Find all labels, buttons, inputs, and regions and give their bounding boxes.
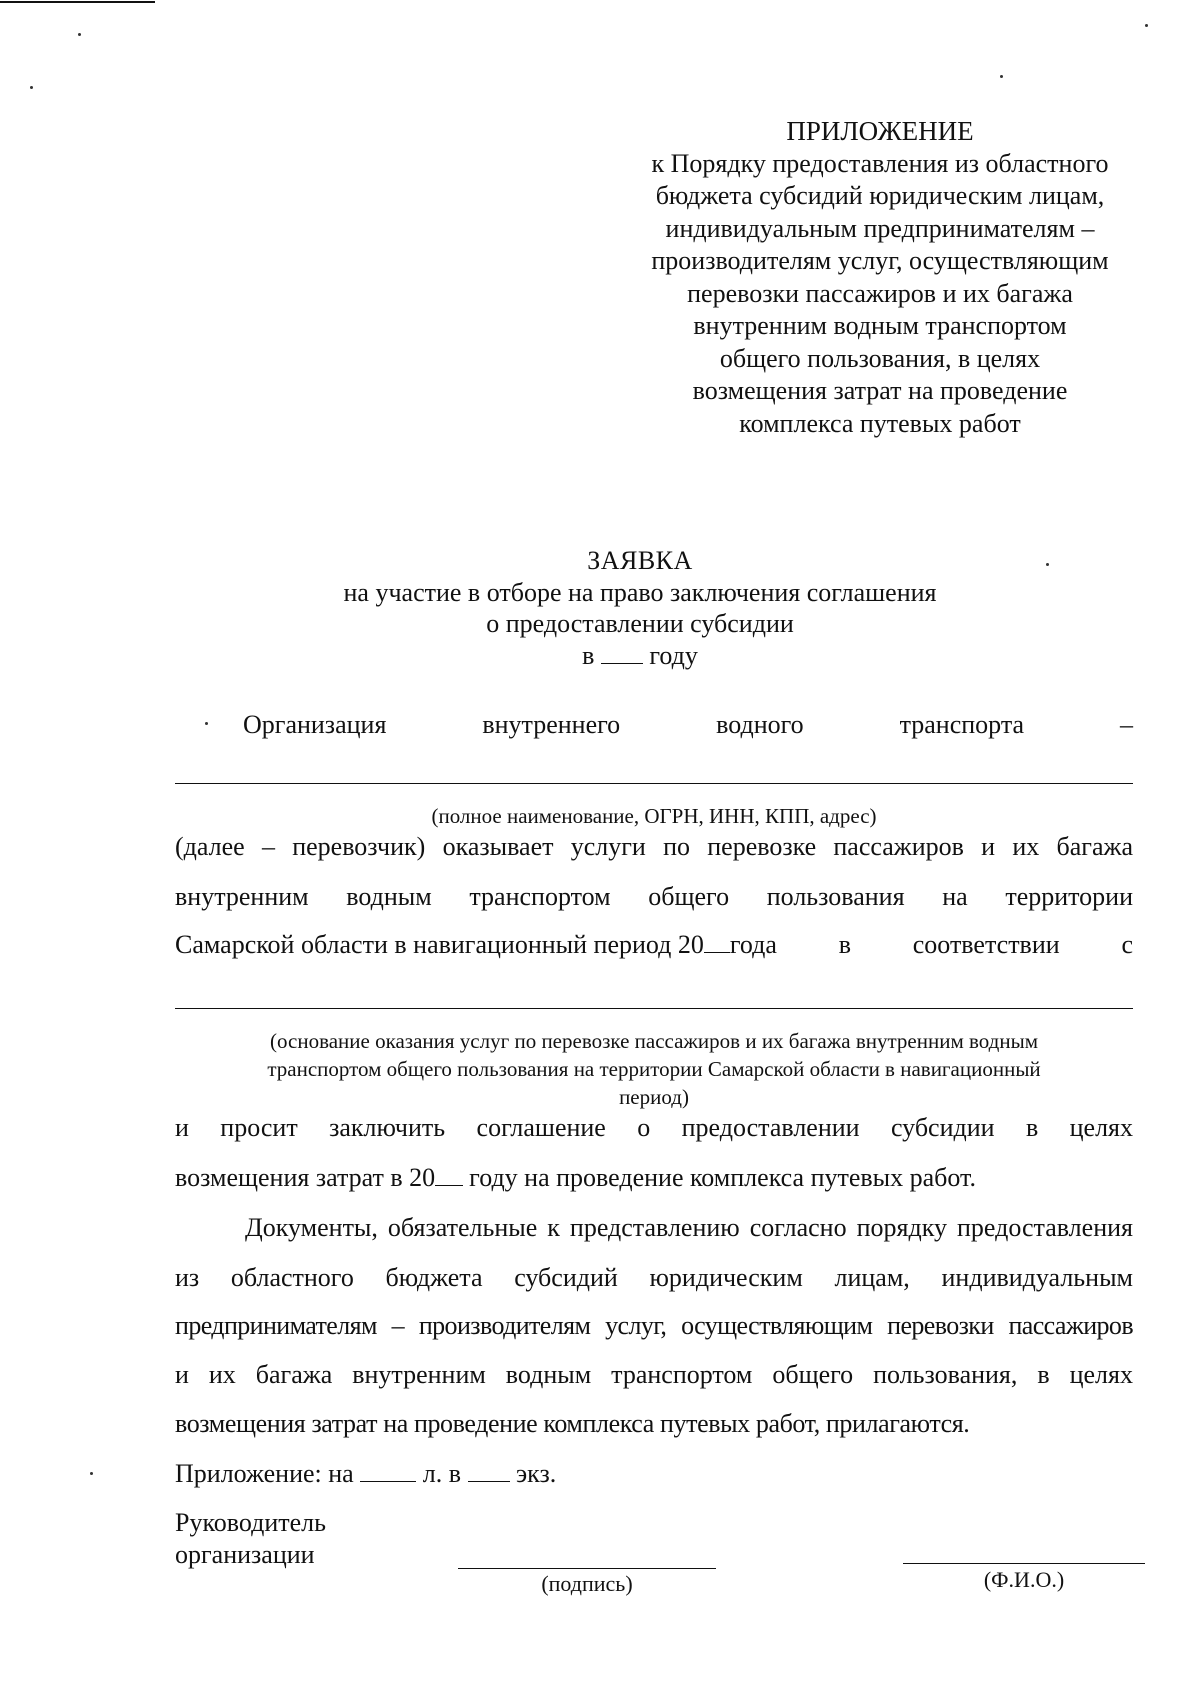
year-suffix: году	[649, 640, 698, 670]
docs-line-2: из областного бюджета субсидий юридическим лицам, индивидуальным	[175, 1263, 1133, 1292]
application-year-line	[280, 640, 1000, 672]
body1-line-3	[175, 930, 1133, 960]
application-subtitle-1: на участие в отборе на право заключения соглашения	[343, 577, 937, 607]
year-prefix: в	[582, 640, 595, 670]
body1-line-2: внутренним водным транспортом общего пользования на территории	[175, 882, 1133, 911]
signatory-role	[175, 1507, 326, 1571]
scan-speck	[205, 722, 208, 725]
appendix-line: общего пользования, в целях	[719, 343, 1041, 373]
appendix-line: к Порядку предоставления из областного	[651, 148, 1109, 178]
body1-line-3-word: с	[1121, 930, 1133, 959]
attachment-prefix: Приложение: на	[175, 1459, 354, 1488]
scan-speck	[1145, 24, 1148, 27]
signatory-role-line-2: организации	[175, 1540, 315, 1569]
docs-line-3: предпринимателям – производителям услуг, осуществляющим перевозки пассажиров	[175, 1311, 1133, 1340]
attachment-line	[175, 1459, 556, 1489]
appendix-line: возмещения затрат на проведение	[692, 376, 1068, 405]
attachment-middle: л. в	[422, 1459, 461, 1488]
full-name-caption: (Ф.И.О.)	[983, 1567, 1065, 1592]
org-word: транспорта	[899, 710, 1025, 739]
docs-line-1: Документы, обязательные к представлению согласно порядку предоставления	[245, 1213, 1133, 1242]
signature-caption: (подпись)	[541, 1571, 633, 1596]
appendix-title: ПРИЛОЖЕНИЕ	[786, 116, 974, 146]
body2-line-1: и просит заключить соглашение о предоставлении субсидии в целях	[175, 1113, 1133, 1142]
body1-line-3-word: года	[729, 930, 777, 959]
basis-caption	[175, 1027, 1133, 1111]
appendix-line: внутренним водным транспортом	[693, 311, 1067, 340]
scan-speck	[78, 33, 81, 36]
scan-speck	[1000, 75, 1003, 78]
docs-line-5: возмещения затрат на проведение комплекса путевых работ, прилагаются.	[175, 1409, 970, 1438]
organization-line	[243, 710, 1133, 740]
application-subtitle-2: о предоставлении субсидии	[486, 609, 794, 638]
application-heading	[280, 545, 1000, 671]
scan-edge-line	[0, 1, 155, 3]
appendix-line: комплекса путевых работ	[739, 408, 1021, 438]
appendix-line: индивидуальным предпринимателям –	[665, 213, 1095, 243]
appendix-header	[610, 115, 1150, 440]
org-word: водного	[716, 710, 804, 739]
organization-caption: (полное наименование, ОГРН, ИНН, КПП, адрес)	[431, 804, 877, 828]
appendix-line: бюджета субсидий юридическим лицам,	[655, 181, 1105, 210]
body1-line-3-end	[730, 930, 1133, 960]
navigation-year-blank	[704, 952, 730, 953]
year-blank	[601, 663, 643, 664]
basis-field-line	[175, 1008, 1133, 1009]
basis-caption-line-1: (основание оказания услуг по перевозке пассажиров и их багажа внутренним водным	[270, 1029, 1038, 1053]
body2-line-2-end: году на проведение комплекса путевых работ.	[469, 1163, 976, 1192]
basis-caption-line-3: период)	[619, 1085, 689, 1109]
appendix-line: производителям услуг, осуществляющим	[651, 246, 1109, 275]
body2-line-2-start: возмещения затрат в 20	[175, 1163, 436, 1192]
copies-blank	[468, 1481, 510, 1482]
docs-line-4: и их багажа внутренним водным транспортом общего пользования, в целях	[175, 1360, 1133, 1389]
signatory-role-line-1: Руководитель	[175, 1508, 326, 1537]
body1-line-3-word: в	[838, 930, 851, 959]
reimbursement-year-blank	[435, 1185, 463, 1186]
organization-name-field-line	[175, 783, 1133, 784]
body1-line-1: (далее – перевозчик) оказывает услуги по перевозке пассажиров и их багажа	[175, 832, 1133, 861]
body1-line-3-start	[175, 930, 730, 960]
org-word: внутреннего	[482, 710, 621, 739]
org-word: Организация	[243, 710, 387, 739]
scan-speck	[30, 86, 33, 89]
org-dash: –	[1120, 710, 1133, 739]
pages-blank	[360, 1481, 416, 1482]
full-name-field-line	[903, 1563, 1145, 1564]
signature-field-line	[458, 1568, 716, 1569]
navigation-period-text: Самарской области в навигационный период 20	[175, 930, 704, 959]
body2-line-2	[175, 1163, 976, 1193]
basis-caption-line-2: транспортом общего пользования на территории Самарской области в навигационный	[267, 1057, 1041, 1081]
appendix-line: перевозки пассажиров и их багажа	[687, 278, 1073, 308]
scan-speck	[90, 1472, 93, 1475]
application-title: ЗАЯВКА	[587, 546, 693, 575]
attachment-suffix: экз.	[516, 1459, 557, 1488]
body1-line-3-word: соответствии	[912, 930, 1060, 959]
scan-speck	[1046, 563, 1049, 566]
